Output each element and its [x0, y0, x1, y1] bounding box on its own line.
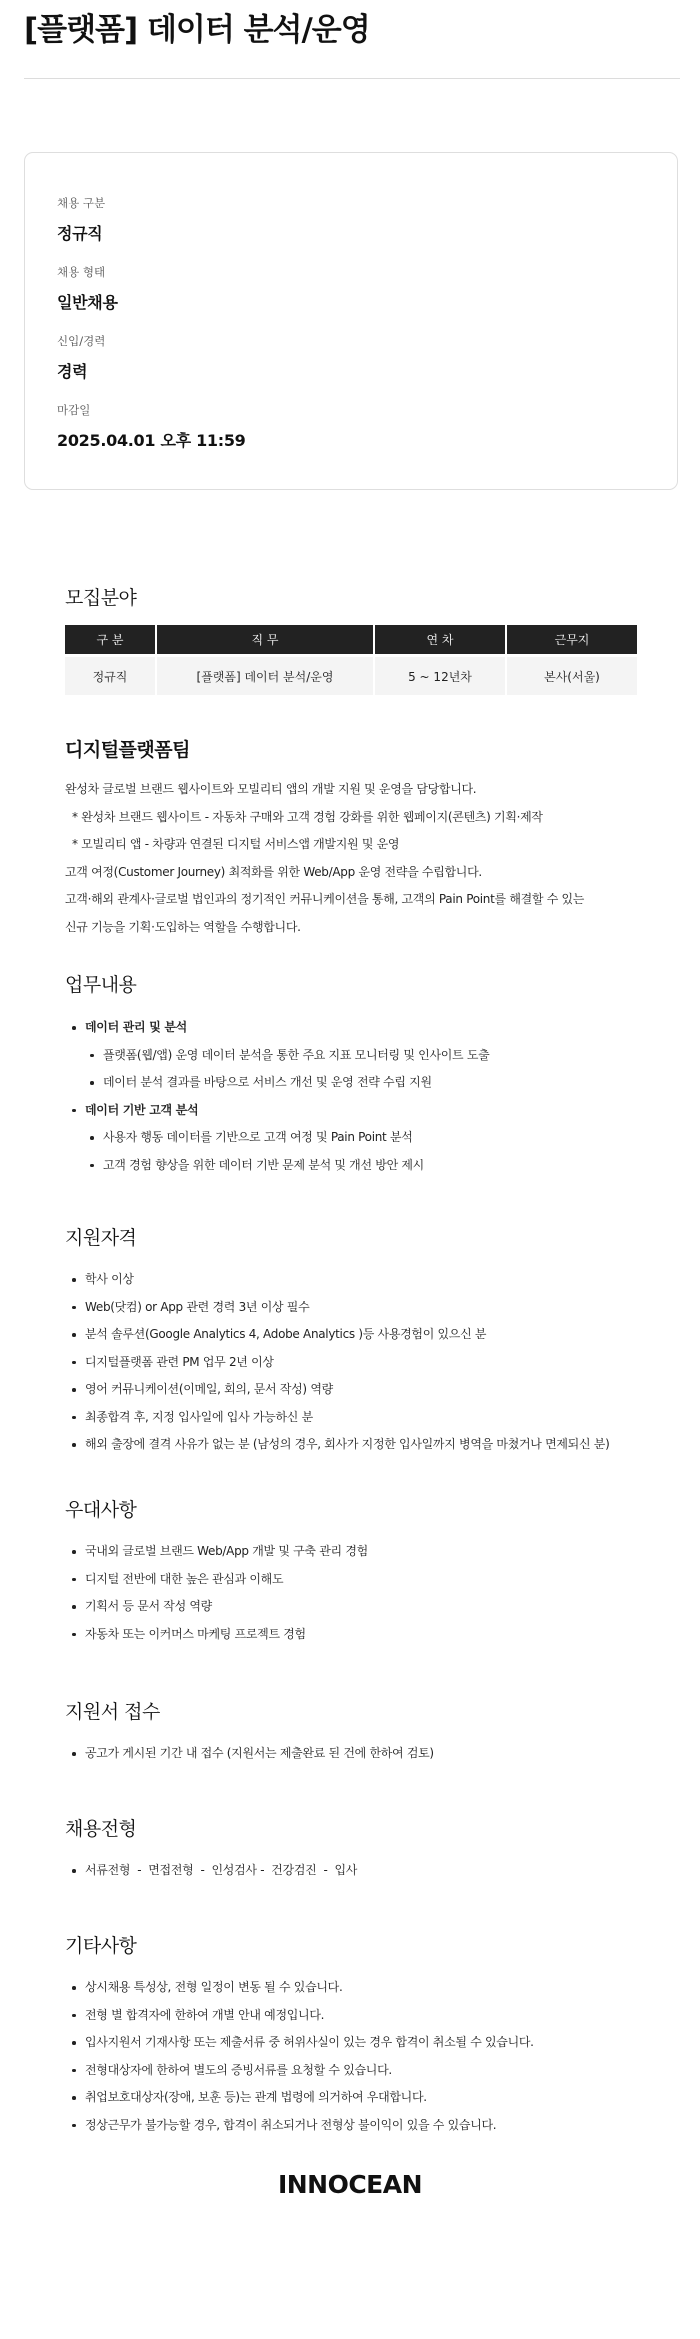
team-line: 완성차 글로벌 브랜드 웹사이트와 모빌리티 앱의 개발 지원 및 운영을 담당합니다. [65, 782, 477, 796]
list-item: 플랫폼(웹/앱) 운영 데이터 분석을 통한 주요 지표 모니터링 및 인사이트 도출 [65, 1042, 635, 1070]
preferred-list [65, 1538, 635, 1648]
team-section [65, 735, 635, 941]
info-employment-type [57, 264, 118, 313]
info-deadline [57, 402, 246, 451]
table-cell: 본사(서울) [507, 654, 637, 695]
table-cell: 정규직 [65, 654, 155, 695]
info-value: 일반채용 [57, 293, 118, 312]
table-row [65, 654, 637, 695]
list-item: 정상근무가 불가능할 경우, 합격이 취소되거나 전형상 불이익이 있을 수 있습니다. [65, 2112, 635, 2140]
list-item: 데이터 분석 결과를 바탕으로 서비스 개선 및 운영 전략 수립 지원 [65, 1069, 635, 1097]
list-item: 데이터 기반 고객 분석 [65, 1097, 635, 1125]
info-label: 채용 구분 [57, 196, 106, 210]
list-item: 사용자 행동 데이터를 기반으로 고객 여정 및 Pain Point 분석 [65, 1124, 635, 1152]
etc-list [65, 1974, 635, 2139]
recruit-table [63, 625, 639, 695]
list-item: 공고가 게시된 기간 내 접수 (지원서는 제출완료 된 건에 한하여 검토) [65, 1740, 635, 1768]
list-item: 전형 별 합격자에 한하여 개별 안내 예정입니다. [65, 2002, 635, 2030]
application-section [65, 1697, 635, 1768]
duties-list [65, 1014, 635, 1179]
team-line: * 모빌리티 앱 - 차량과 연결된 디지털 서비스앱 개발지원 및 운영 [65, 837, 400, 851]
section-title: 지원서 접수 [65, 1701, 160, 1723]
duties-section [65, 970, 635, 1179]
list-item: 해외 출장에 결격 사유가 없는 분 (남성의 경우, 회사가 지정한 입사일까지 병역을 마쳤거나 면제되신 분) [65, 1431, 635, 1459]
list-item: Web(닷컴) or App 관련 경력 3년 이상 필수 [65, 1294, 635, 1322]
title-divider [24, 78, 680, 79]
section-title: 기타사항 [65, 1935, 137, 1957]
list-item: 분석 솔루션(Google Analytics 4, Adobe Analytics )등 사용경험이 있으신 분 [65, 1321, 635, 1349]
table-header-cell: 연 차 [375, 625, 505, 654]
list-item: 상시채용 특성상, 전형 일정이 변동 될 수 있습니다. [65, 1974, 635, 2002]
list-item: 기획서 등 문서 작성 역량 [65, 1593, 635, 1621]
process-list [65, 1857, 635, 1885]
info-label: 신입/경력 [57, 334, 106, 348]
qualifications-section [65, 1223, 635, 1459]
job-info-card [24, 152, 678, 490]
list-item: 데이터 관리 및 분석 [65, 1014, 635, 1042]
page-title: [플랫폼] 데이터 분석/운영 [24, 12, 370, 48]
table-header-row [65, 625, 637, 654]
application-list [65, 1740, 635, 1768]
list-item: 학사 이상 [65, 1266, 635, 1294]
preferred-section [65, 1495, 635, 1648]
list-item: 최종합격 후, 지정 입사일에 입사 가능하신 분 [65, 1404, 635, 1432]
list-item: 디지털플랫폼 관련 PM 업무 2년 이상 [65, 1349, 635, 1377]
list-item: 디지털 전반에 대한 높은 관심과 이해도 [65, 1566, 635, 1594]
list-item: 입사지원서 기재사항 또는 제출서류 중 허위사실이 있는 경우 합격이 취소될 수 있습니다. [65, 2029, 635, 2057]
team-line: 고객 여정(Customer Journey) 최적화를 위한 Web/App 운영 전략을 수립합니다. [65, 864, 482, 879]
info-label: 채용 형태 [57, 265, 106, 279]
list-item: 고객 경험 향상을 위한 데이터 기반 문제 분석 및 개선 방안 제시 [65, 1152, 635, 1180]
innocean-logo: INNOCEAN [277, 2170, 423, 2199]
table-cell: [플랫폼] 데이터 분석/운영 [157, 654, 373, 695]
section-title: 채용전형 [65, 1818, 137, 1840]
table-header-cell: 근무지 [507, 625, 637, 654]
section-title: 지원자격 [65, 1227, 137, 1249]
info-value: 2025.04.01 오후 11:59 [57, 431, 246, 450]
team-title: 디지털플랫폼팀 [65, 739, 190, 761]
info-value: 경력 [57, 362, 88, 381]
info-employment-category [57, 195, 105, 244]
team-line: * 완성차 브랜드 웹사이트 - 자동차 구매와 고객 경험 강화를 위한 웹페이지(콘텐츠) 기획·제작 [65, 809, 543, 824]
team-description [65, 776, 635, 941]
list-item: 서류전형 - 면접전형 - 인성검사 - 건강검진 - 입사 [65, 1857, 635, 1885]
recruit-field-section [65, 583, 635, 695]
team-line: 신규 기능을 기획·도입하는 역할을 수행합니다. [65, 919, 301, 934]
section-title: 모집분야 [65, 587, 137, 609]
team-line: 고객·해외 관계사·글로벌 법인과의 정기적인 커뮤니케이션을 통해, 고객의 Pain Point를 해결할 수 있는 [65, 892, 585, 906]
etc-section [65, 1931, 635, 2139]
section-title: 업무내용 [65, 974, 137, 996]
info-label: 마감일 [57, 403, 91, 417]
list-item: 취업보호대상자(장애, 보훈 등)는 관계 법령에 의거하여 우대합니다. [65, 2084, 635, 2112]
info-value: 정규직 [57, 224, 103, 243]
process-section [65, 1814, 635, 1885]
list-item: 전형대상자에 한하여 별도의 증빙서류를 요청할 수 있습니다. [65, 2057, 635, 2085]
qualifications-list [65, 1266, 635, 1459]
list-item: 자동차 또는 이커머스 마케팅 프로젝트 경험 [65, 1621, 635, 1649]
table-header-cell: 구 분 [65, 625, 155, 654]
list-item: 국내외 글로벌 브랜드 Web/App 개발 및 구축 관리 경험 [65, 1538, 635, 1566]
table-cell: 5 ~ 12년차 [375, 654, 505, 695]
info-career-level [57, 333, 105, 382]
section-title: 우대사항 [65, 1499, 137, 1521]
list-item: 영어 커뮤니케이션(이메일, 회의, 문서 작성) 역량 [65, 1376, 635, 1404]
table-header-cell: 직 무 [157, 625, 373, 654]
